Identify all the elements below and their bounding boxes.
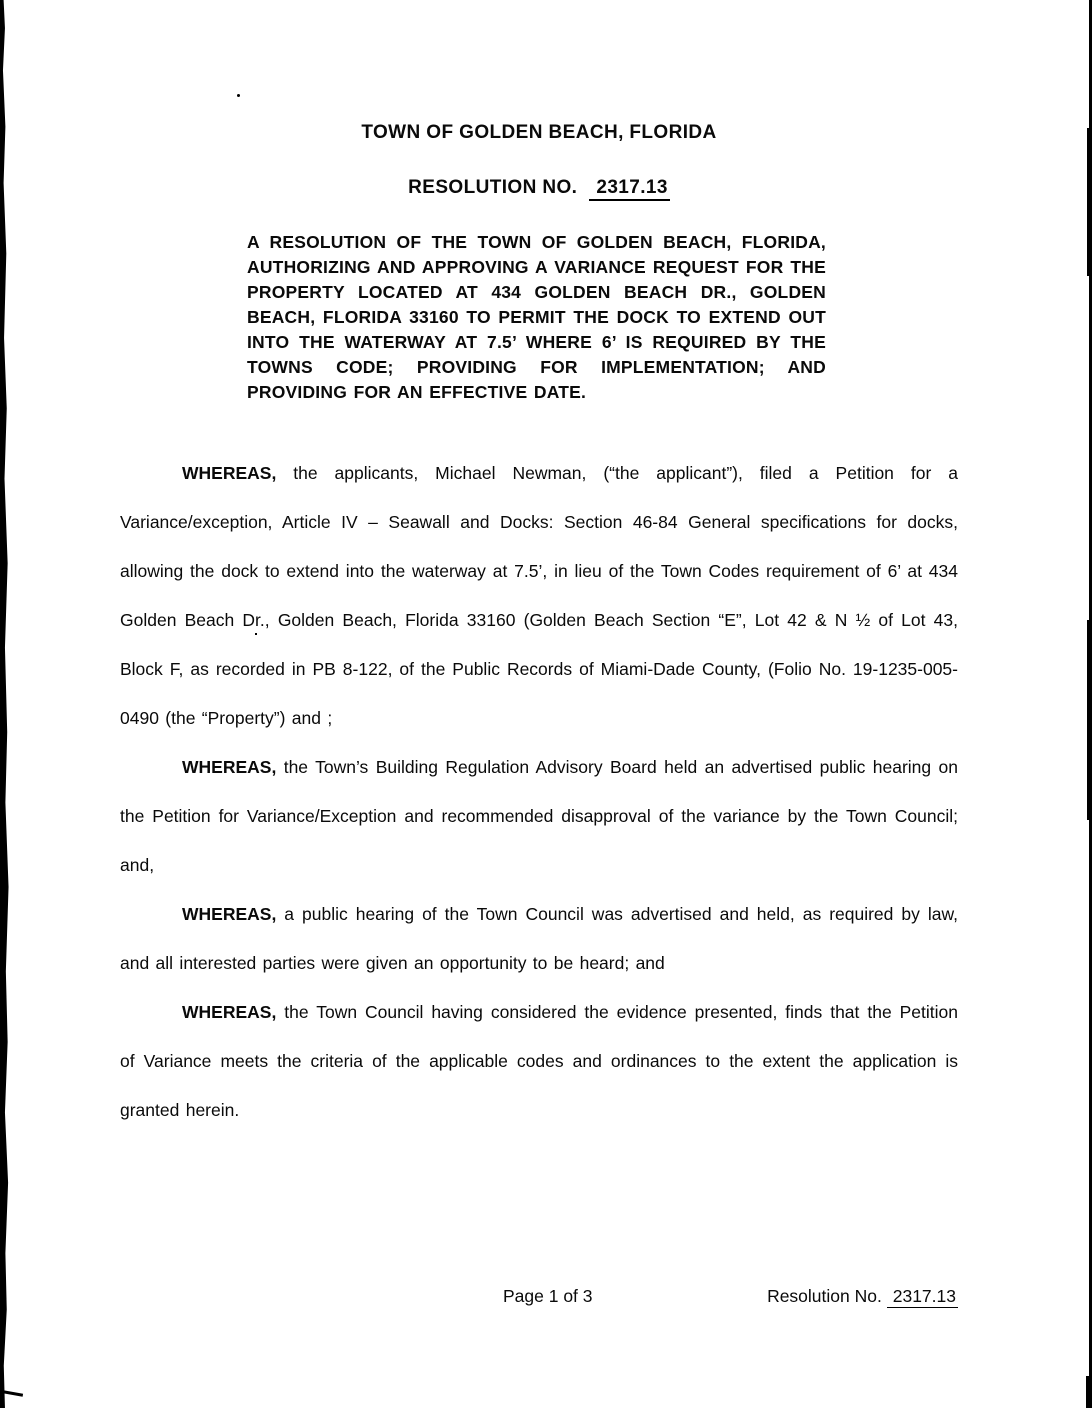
whereas-paragraph-4: [120, 988, 958, 1135]
scan-edge-blob: [1086, 1376, 1092, 1408]
footer-resolution-number: 2317.13: [887, 1286, 958, 1308]
scan-corner-mark: [3, 1390, 23, 1396]
whereas-text: the Town’s Building Regulation Advisory Board held an advertised public hearing on the Petition for Variance/Exception and recommended disapproval of the variance by the Town Council; and,: [120, 757, 958, 875]
scan-edge-artifact-left: [0, 0, 9, 1408]
page-footer: [120, 1286, 958, 1307]
document-body: [120, 122, 958, 1135]
whereas-lead: WHEREAS,: [182, 463, 277, 483]
whereas-paragraph-2: [120, 743, 958, 890]
scan-speck: [237, 94, 240, 97]
whereas-lead: WHEREAS,: [182, 904, 277, 924]
footer-resolution: [767, 1286, 958, 1307]
whereas-clauses: [120, 449, 958, 1135]
whereas-text: a public hearing of the Town Council was advertised and held, as required by law, and all interested parties were given an opportunity to be heard; and: [120, 904, 958, 973]
whereas-text: the Town Council having considered the evidence presented, finds that the Petition of Variance meets the criteria of the applicable codes and ordinances to the extent the application is granted herein.: [120, 1002, 958, 1120]
whereas-text: the applicants, Michael Newman, (“the applicant”), filed a Petition for a Variance/exception, Article IV – Seawall and Docks: Section 46-84 General specifications for docks, allowing the dock to extend into the waterway at 7.5’, in lieu of the Town Codes requirement of 6’ at 434 Golden Beach Dr., Golden Beach, Florida 33160 (Golden Beach Section “E”, Lot 42 & N ½ of Lot 43, Block F, as recorded in PB 8-122, of the Public Records of Miami-Dade County, (Folio No. 19-1235-005-0490 (the “Property”) and ;: [120, 463, 958, 728]
whereas-lead: WHEREAS,: [182, 757, 277, 777]
footer-page-number: Page 1 of 3: [503, 1286, 593, 1306]
scan-edge-blob: [1087, 128, 1092, 276]
resolution-heading-label: RESOLUTION NO.: [408, 177, 578, 198]
footer-resolution-label: Resolution No.: [767, 1286, 882, 1306]
whereas-lead: WHEREAS,: [182, 1002, 277, 1022]
scan-edge-blob: [1087, 620, 1092, 820]
resolution-heading: [120, 177, 958, 199]
whereas-paragraph-3: [120, 890, 958, 988]
document-title: TOWN OF GOLDEN BEACH, FLORIDA: [361, 122, 717, 143]
whereas-paragraph-1: [120, 449, 958, 743]
resolution-summary: A RESOLUTION OF THE TOWN OF GOLDEN BEACH, FLORIDA, AUTHORIZING AND APPROVING A VARIANCE REQUEST FOR THE PROPERTY LOCATED AT 434 GOLDEN BEACH DR., GOLDEN BEACH, FLORIDA 33160 TO PERMIT THE DOCK TO EXTEND OUT INTO THE WATERWAY AT 7.5’ WHERE 6’ IS REQUIRED BY THE TOWNS CODE; PROVIDING FOR IMPLEMENTATION; AND PROVIDING FOR AN EFFECTIVE DATE.: [247, 232, 826, 402]
resolution-heading-number: 2317.13: [589, 177, 669, 201]
